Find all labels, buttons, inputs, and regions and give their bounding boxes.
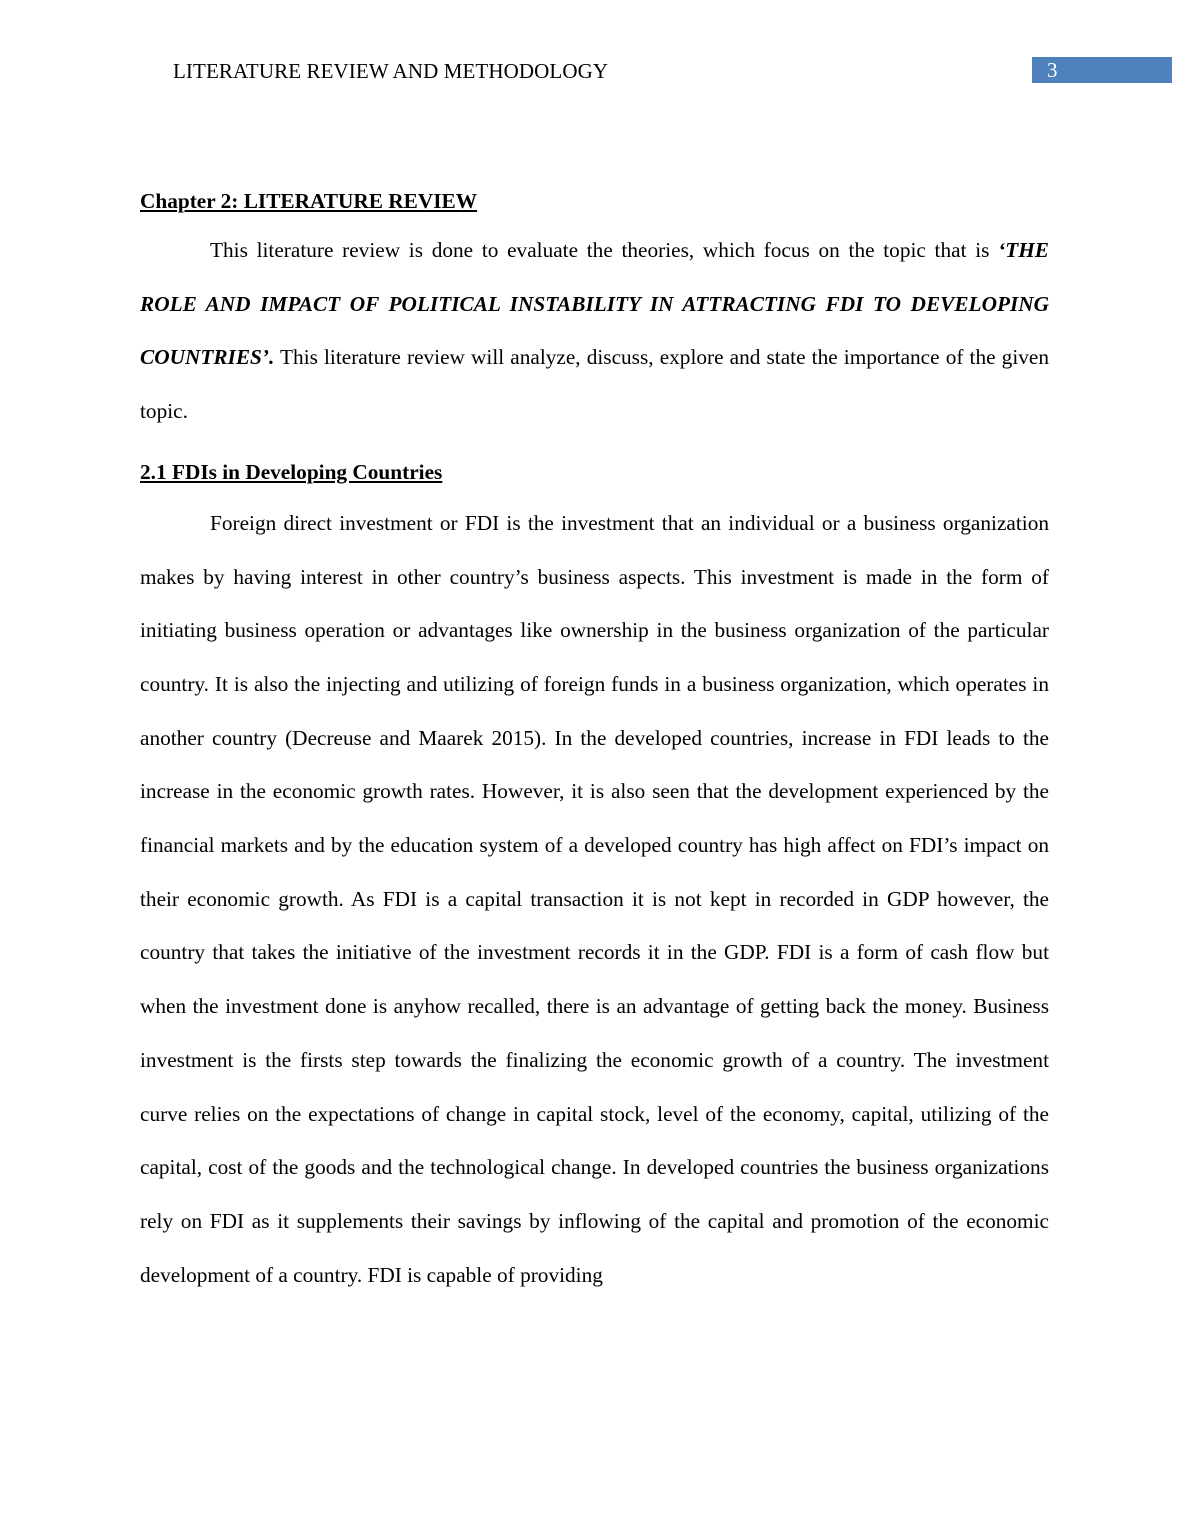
running-header-title: LITERATURE REVIEW AND METHODOLOGY: [173, 59, 609, 83]
intro-text-end: This literature review will analyze, discuss, explore and state the importance of the given topic.: [140, 345, 1049, 424]
chapter-heading: Chapter 2: LITERATURE REVIEW: [140, 189, 478, 213]
section-heading: 2.1 FDIs in Developing Countries: [140, 459, 443, 484]
intro-paragraph: [140, 224, 1049, 439]
document-body: [140, 186, 1049, 1302]
intro-text-start: This literature review is done to evaluate the theories, which focus on the topic that is: [210, 238, 999, 262]
topic-title-emphasis: ‘THE ROLE AND IMPACT OF POLITICAL INSTABILITY IN ATTRACTING FDI TO DEVELOPING COUNTRIES’.: [140, 238, 1049, 370]
page-number: 3: [1047, 58, 1058, 82]
page-number-badge: [1032, 57, 1172, 83]
section-paragraph: Foreign direct investment or FDI is the investment that an individual or a business organization makes by having interest in other country’s business aspects. This investment is made in the form of initiating business operation or advantages like ownership in the business organization of the particular country. It is also the injecting and utilizing of foreign funds in a business organization, which operates in another country (Decreuse and Maarek 2015). In the developed countries, increase in FDI leads to the increase in the economic growth rates. However, it is also seen that the development experienced by the financial markets and by the education system of a developed country has high affect on FDI’s impact on their economic growth. As FDI is a capital transaction it is not kept in recorded in GDP however, the country that takes the initiative of the investment records it in the GDP. FDI is a form of cash flow but when the investment done is anyhow recalled, there is an advantage of getting back the money. Business investment is the firsts step towards the finalizing the economic growth of a country. The investment curve relies on the expectations of change in capital stock, level of the economy, capital, utilizing of the capital, cost of the goods and the technological change. In developed countries the business organizations rely on FDI as it supplements their savings by inflowing of the capital and promotion of the economic development of a country. FDI is capable of providing: [140, 510, 1049, 1287]
